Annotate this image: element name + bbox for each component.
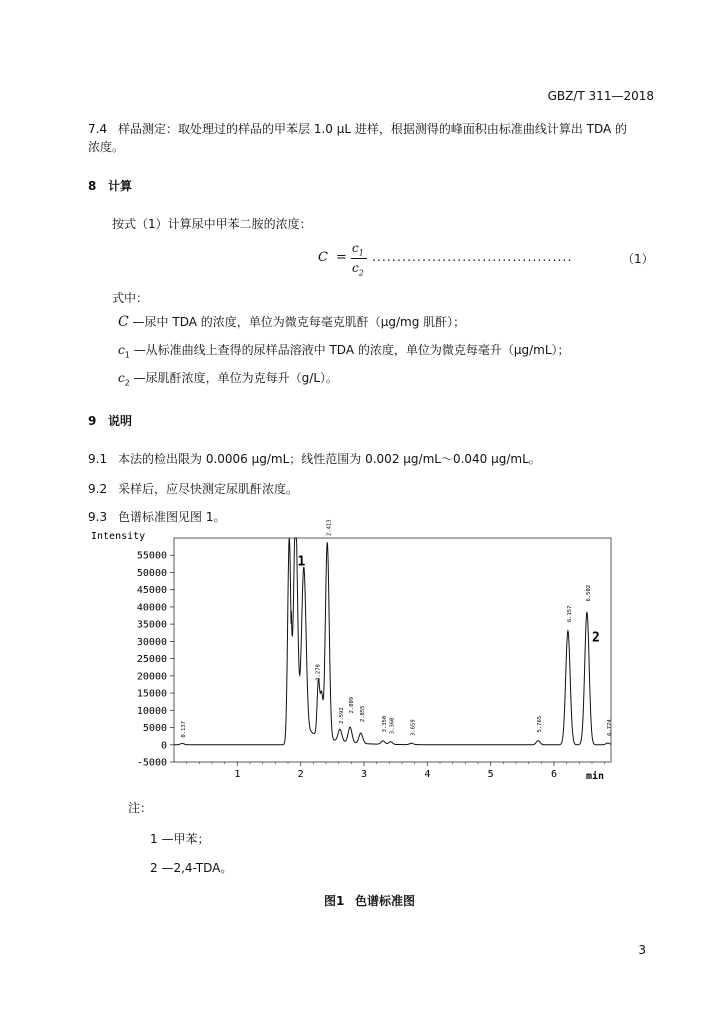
definition-subscript: 1 [124,350,130,360]
peak-retention-label: 6.774 [606,719,613,736]
peak-retention-label: 6.502 [585,584,592,602]
peak-retention-label: 3.360 [389,717,396,735]
y-tick-label: 55000 [136,550,167,562]
y-tick-label: -5000 [136,757,167,769]
y-tick-label: 15000 [136,688,167,700]
page-number: 3 [638,943,646,957]
section-8-intro: 按式（1）计算尿中甲苯二胺的浓度： [112,217,312,231]
y-tick-label: 0 [160,740,167,752]
section-7-4-text-line2: 浓度。 [88,140,125,154]
definition-c1 [118,342,570,363]
peak-id-mark: 1 [297,554,306,570]
peak-retention-label: 5.765 [537,715,544,733]
numerator-subscript: 1 [358,248,364,258]
y-tick-label: 20000 [136,671,167,683]
item-9-2-text: 采样后，应尽快测定尿肌酐浓度。 [118,482,299,496]
definition-text: —从标准曲线上查得的尿样品溶液中 TDA 的浓度，单位为微克每毫升（μg/mL）； [133,343,570,357]
x-tick-label: 2 [297,769,304,780]
figure-label: 图1 [324,894,345,908]
y-tick-label: 5000 [142,723,167,735]
denominator-subscript: 2 [358,268,364,278]
definition-symbol: c [118,343,125,357]
y-tick-label: 25000 [136,654,167,666]
formula-equals: = [336,250,347,265]
y-tick-label: 10000 [136,705,167,717]
y-tick-label: 30000 [136,636,167,648]
chromatogram-chart [86,519,616,788]
peak-retention-label: 3.350 [382,715,388,733]
peak-retention-label: 2.413 [326,519,333,536]
section-9-number: 9 [88,414,97,428]
peak-retention-label: 2.855 [359,705,366,723]
y-axis-title: Intensity [91,531,146,542]
where-label: 式中： [112,291,149,305]
figure-title: 色谱标准图 [355,894,416,908]
numerator-symbol: c [352,241,359,255]
definition-c2 [118,370,338,391]
y-tick-label: 35000 [136,619,167,631]
y-tick-label: 45000 [136,585,167,597]
item-9-3-number: 9.3 [88,510,108,524]
item-9-1-number: 9.1 [88,452,108,466]
x-tick-label: 6 [550,769,558,780]
peak-retention-label: 3.659 [410,719,417,736]
definition-symbol: C [118,314,129,330]
formula-denominator [352,261,364,277]
peak-retention-label: 2.592 [338,707,345,724]
formula-equation-number: （1） [622,252,654,266]
note-item-2: 2 —2,4-TDA。 [150,861,233,875]
standard-code: GBZ/T 311—2018 [547,89,654,103]
chromatogram-trace [174,538,611,745]
definition-subscript: 2 [124,378,130,388]
item-9-2-number: 9.2 [88,482,108,496]
fraction-bar [351,258,367,259]
section-7-4-number: 7.4 [88,122,108,136]
y-tick-label: 50000 [136,567,167,579]
x-tick-label: 3 [360,769,368,780]
definition-text: —尿肌酐浓度，单位为克每升（g/L）。 [133,371,339,385]
section-8-number: 8 [88,179,97,193]
definition-C [118,314,465,330]
x-tick-label: 5 [487,769,494,780]
peak-retention-label: 2.809 [349,696,356,714]
formula-leader: ........................................ [372,250,573,264]
definition-symbol: c [118,371,125,385]
section-9-title: 说明 [108,414,133,428]
x-axis-title: min [586,771,605,782]
x-tick-label: 1 [234,769,241,780]
formula-lhs: C [318,250,328,265]
x-tick-label: 4 [424,769,431,780]
section-8-title: 计算 [108,179,133,193]
peak-id-mark: 2 [592,630,600,646]
y-tick-label: 40000 [136,602,167,614]
item-9-1-text: 本法的检出限为 0.0006 μg/mL；线性范围为 0.002 μg/mL～0.040 μg/mL。 [118,452,541,466]
formula-numerator [352,241,364,257]
section-7-4-text-line1: 样品测定：取处理过的样品的甲苯层 1.0 μL 进样，根据测得的峰面积由标准曲线计算出 TDA 的 [118,122,628,136]
peak-retention-label: 0.137 [181,721,188,738]
peak-retention-label: 2.278 [315,664,322,681]
denominator-symbol: c [352,261,359,275]
notes-title: 注： [128,801,153,815]
item-9-3-text: 色谱标准图见图 1。 [118,510,226,524]
peak-retention-label: 6.157 [566,605,573,623]
definition-text: —尿中 TDA 的浓度，单位为微克每毫克肌酐（μg/mg 肌酐）； [132,315,466,329]
note-item-1: 1 —甲苯； [150,832,210,846]
